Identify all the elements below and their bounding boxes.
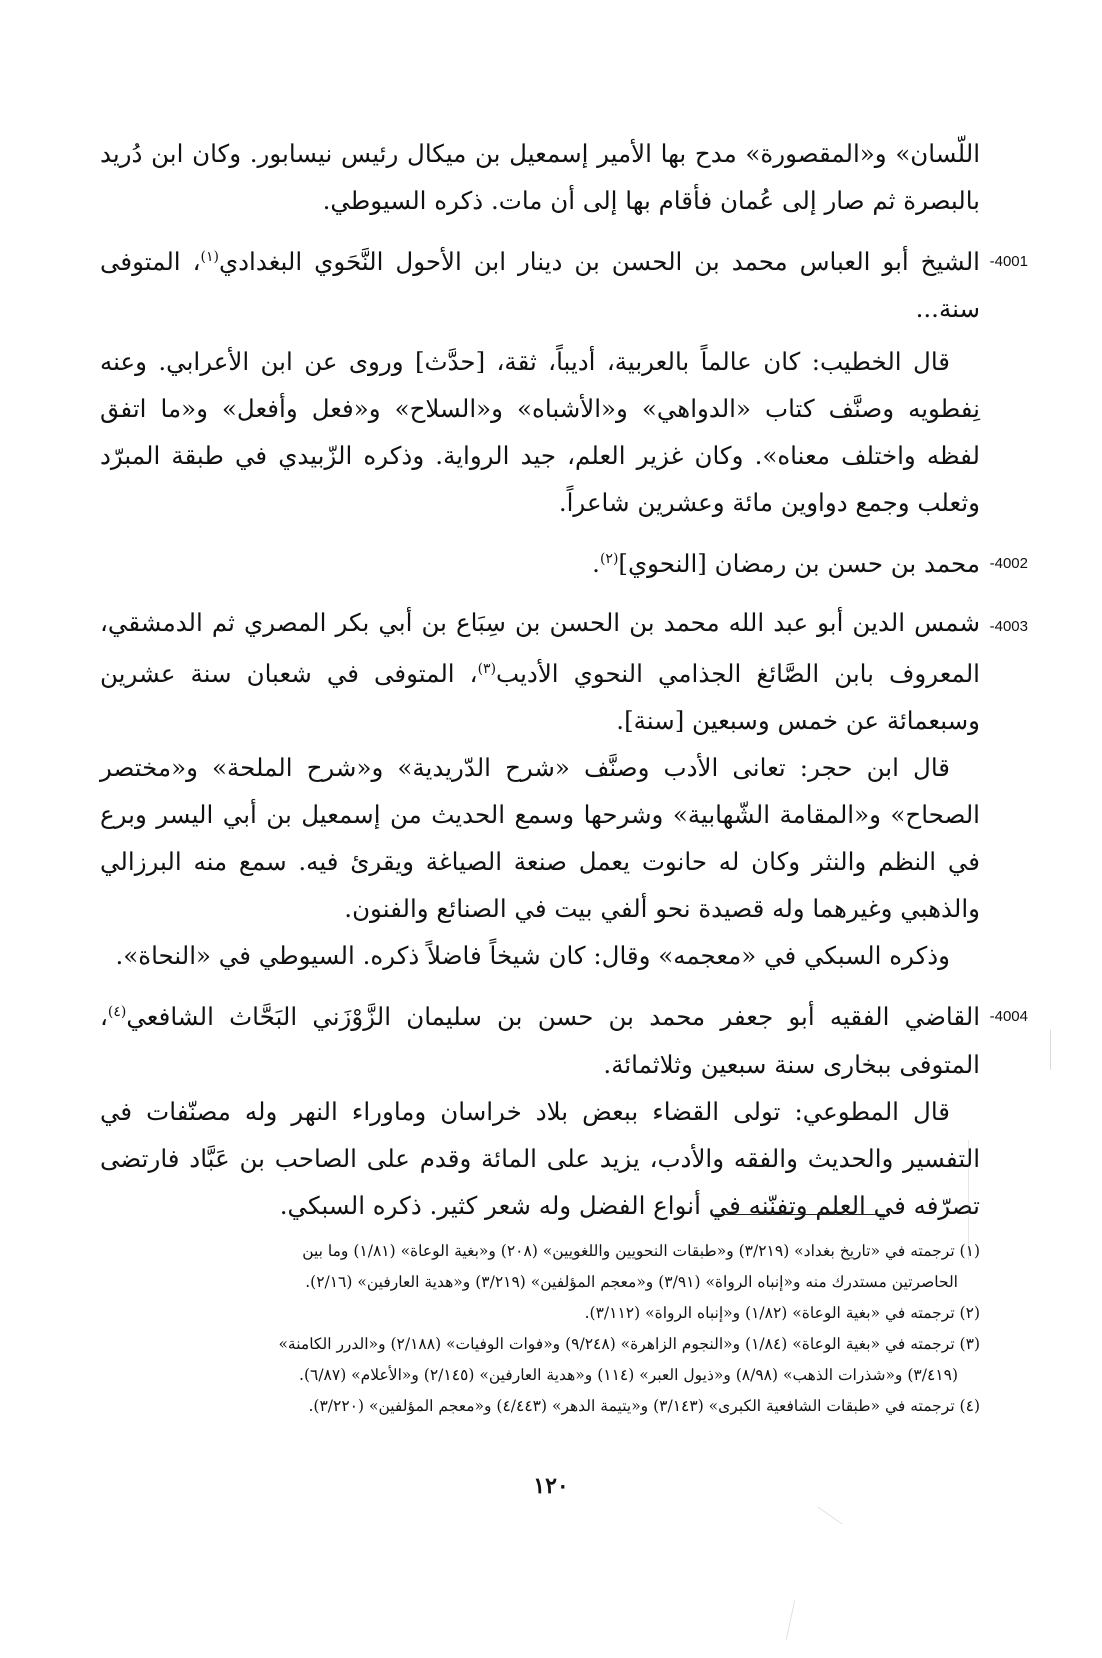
entry-paragraph: قال المطوعي: تولى القضاء ببعض بلاد خراسان وماوراء النهر وله مصنّفات في التفسير والحديث والفقه والأدب، يزيد على المائة وقدم على الصاحب بن عَبَّاد فارتضى تصرّفه في العلم وتفنّنه في أنواع الفضل وله شعر كثير. ذكره السبكي. bbox=[100, 1096, 980, 1220]
footnote-separator bbox=[715, 1214, 885, 1215]
scan-artifact bbox=[968, 1140, 969, 1260]
scan-artifact bbox=[817, 1506, 842, 1524]
entry-heading: القاضي الفقيه أبو جعفر محمد بن حسن بن سليمان الزَّوْزَني البَحَّاث الشافعي$^{(٤)}$، المتوفى ببخارى سنة سبعين وثلاثمائة. bbox=[100, 1002, 980, 1079]
entry-number: -4001 bbox=[989, 253, 1028, 270]
entry-paragraph: قال ابن حجر: تعانى الأدب وصنَّف «شرح الدّريدية» و«شرح الملحة» و«مختصر الصحاح» و«المقامة الشّهابية» وشرحها وسمع الحديث من إسمعيل بن أبي اليسر وبرع في النظم والنثر وكان له حانوت يعمل صنعة الصياغة ويقرئ فيه. سمع منه البرزالي والذهبي وغيرهما وله قصيدة نحو ألفي بيت في الصنائع والفنون. bbox=[100, 753, 980, 924]
continuation-paragraph: اللّسان» و«المقصورة» مدح بها الأمير إسمعيل بن ميكال رئيس نيسابور. وكان ابن دُريد بالبصرة ثم صار إلى عُمان فأقام بها إلى أن مات. ذكره السيوطي. bbox=[100, 139, 980, 215]
footnote-ref: (٢) bbox=[599, 551, 619, 568]
footnote-3-continued: (٣/٤١٩) و«شذرات الذهب» (٨/٩٨) و«ذيول العبر» (١١٤) و«هدية العارفين» (٢/١٤٥) و«الأعلام» (٦/٨٧). bbox=[299, 1366, 958, 1384]
entry-number: -4003 bbox=[989, 618, 1028, 636]
footnote-1: (١) ترجمته في «تاريخ بغداد» (٣/٢١٩) و«طبقات النحويين واللغويين» (٢٠٨) و«بغية الوعاة» (١/٨١) وما بين bbox=[302, 1242, 980, 1260]
footnote-ref: (٤) bbox=[107, 1004, 127, 1021]
footnote-ref: (٣) bbox=[477, 661, 497, 678]
footnote-4: (٤) ترجمته في «طبقات الشافعية الكبرى» (٣/١٤٣) و«يتيمة الدهر» (٤/٤٤٣) و«معجم المؤلفين» (٣/٢٢٠). bbox=[308, 1397, 980, 1415]
footnote-3: (٣) ترجمته في «بغية الوعاة» (١/٨٤) و«النجوم الزاهرة» (٩/٢٤٨) و«فوات الوفيات» (٢/١٨٨) و«الدرر الكامنة» bbox=[278, 1335, 980, 1353]
entry-heading: شمس الدين أبو عبد الله محمد بن الحسن بن سِبَاع بن أبي بكر المصري ثم الدمشقي، المعروف بابن الصَّائغ الجذامي النحوي الأديب$^{(٣)}$، المتوفى في شعبان سنة عشرين وسبعمائة عن خمس وسبعين [سنة]. bbox=[100, 608, 980, 736]
scan-artifact bbox=[786, 1600, 795, 1639]
footnote-1-continued: الحاصرتين مستدرك منه و«إنباه الرواة» (٣/٩١) و«معجم المؤلفين» (٣/٢١٩) و«هدية العارفين» (٢/١٦). bbox=[305, 1273, 958, 1291]
entry-number: -4004 bbox=[989, 1008, 1028, 1026]
entry-4003 bbox=[100, 599, 1028, 979]
main-text bbox=[100, 130, 1028, 1229]
entry-4001 bbox=[100, 234, 1028, 526]
entry-heading: محمد بن حسن بن رمضان [النحوي]$^{(٢)}$. bbox=[592, 549, 980, 579]
footnotes bbox=[100, 1236, 980, 1422]
entry-4002 bbox=[100, 536, 1028, 587]
footnote-ref: (١) bbox=[200, 249, 219, 265]
entry-number: -4002 bbox=[989, 555, 1028, 573]
entry-4004 bbox=[100, 989, 1028, 1228]
footnote-2: (٢) ترجمته في «بغية الوعاة» (١/٨٢) و«إنباه الرواة» (٣/١١٢). bbox=[584, 1304, 980, 1322]
entry-paragraph: قال الخطيب: كان عالماً بالعربية، أديباً، ثقة، [حدَّث] وروى عن ابن الأعرابي. وعنه نِفطويه وصنَّف كتاب «الدواهي» و«الأشباه» و«السلاح» و«فعل وأفعل» و«ما اتفق لفظه واختلف معناه». وكان غزير العلم، جيد الرواية. وذكره الزّبيدي في طبقة المبرّد وثعلب وجمع دواوين مائة وعشرين شاعراً. bbox=[100, 347, 980, 518]
entry-paragraph: وذكره السبكي في «معجمه» وقال: كان شيخاً فاضلاً ذكره. السيوطي في «النحاة». bbox=[115, 941, 950, 971]
page-number: ١٢٠ bbox=[533, 1473, 569, 1499]
scan-artifact bbox=[1050, 1030, 1051, 1070]
entry-heading: الشيخ أبو العباس محمد بن الحسن بن دينار ابن الأحول النَّحَوي البغدادي$^{(١)}$، المتوفى سنة... bbox=[100, 247, 980, 324]
